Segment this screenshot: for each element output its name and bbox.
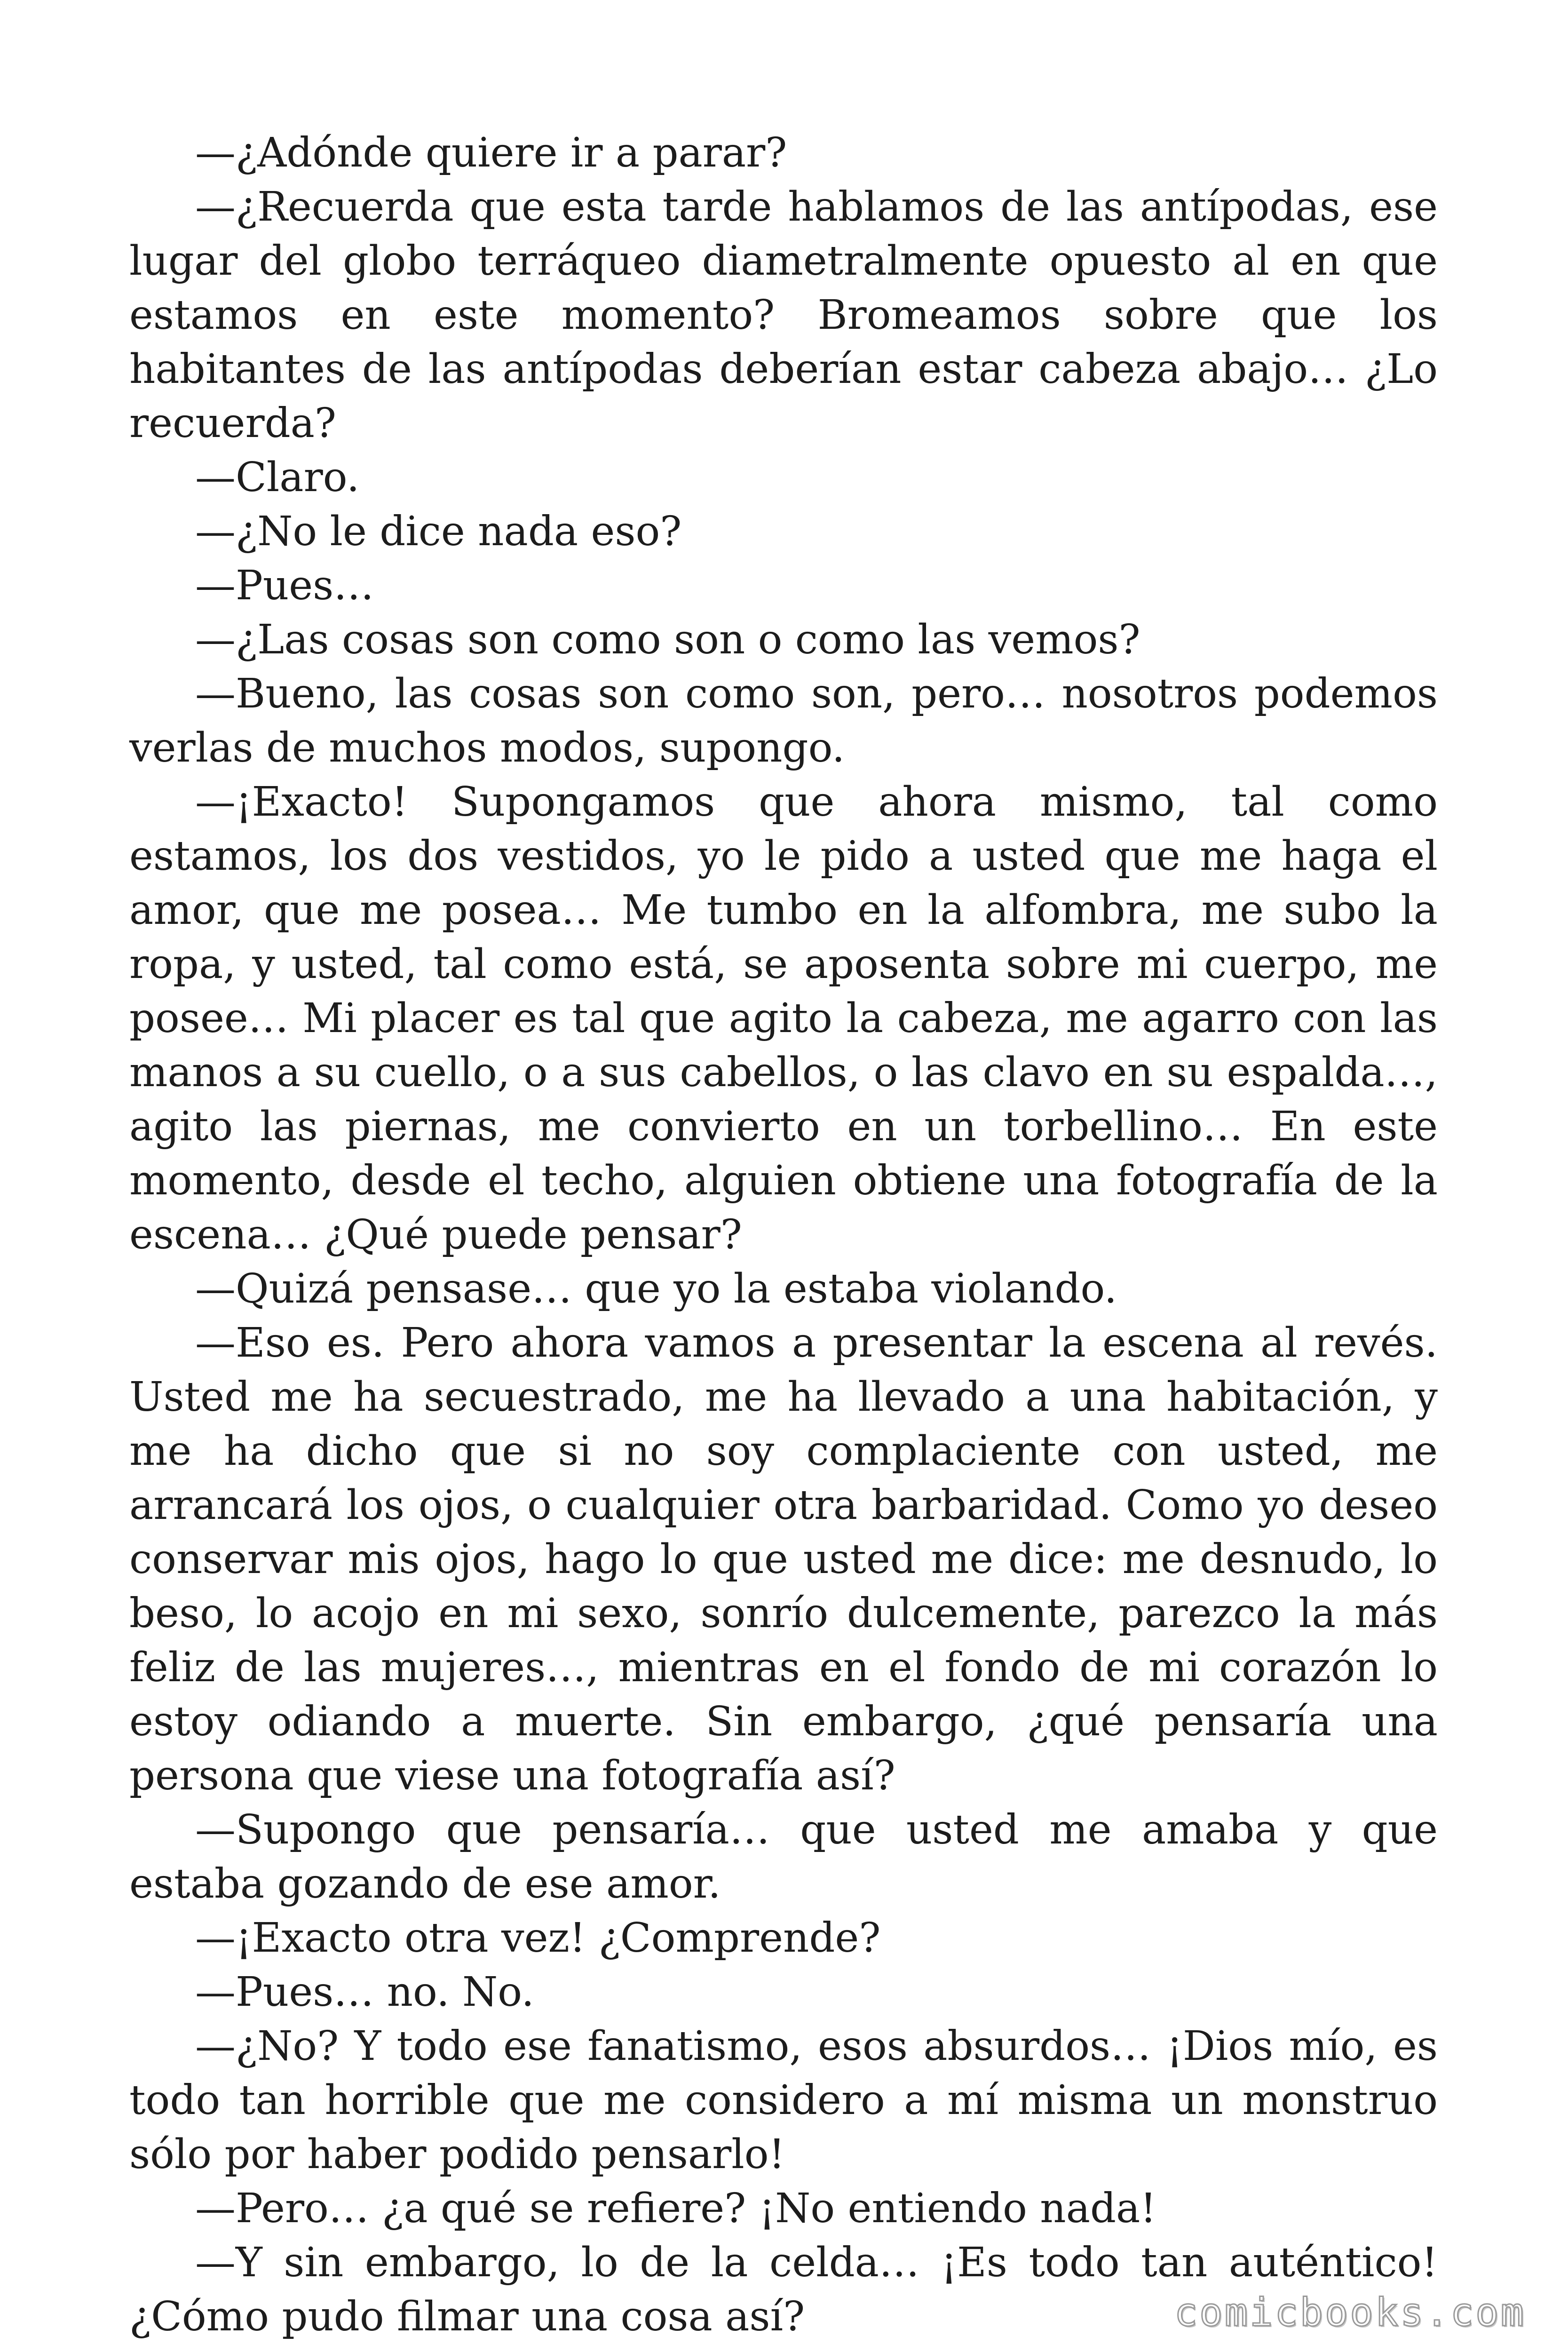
paragraph: —Quizá pensase… que yo la estaba violando. bbox=[195, 1265, 1117, 1312]
paragraph: —Claro. bbox=[195, 454, 360, 501]
paragraph: —¡Exacto! Supongamos que ahora mismo, tal como estamos, los dos vestidos, yo le pido a usted que me haga el amor, que me posea… Me tumbo en la alfombra, me subo la ropa, y usted, tal como está, se aposenta sobre mi cuerpo, me posee… Mi placer es tal que agito la cabeza, me agarro con las manos a su cuello, o a sus cabellos, o las clavo en su espalda…, agito las piernas, me convierto en un torbellino… En este momento, desde el techo, alguien obtiene una fotografía de la escena… ¿Qué puede pensar? bbox=[129, 779, 1438, 1258]
watermark: comicbooks.com bbox=[1174, 2290, 1526, 2335]
paragraph: —¿Adónde quiere ir a parar? bbox=[195, 129, 787, 176]
paragraph: —Pero… ¿a qué se refiere? ¡No entiendo nada! bbox=[195, 2185, 1156, 2232]
paragraph: —Supongo que pensaría… que usted me amaba y que estaba gozando de ese amor. bbox=[129, 1806, 1438, 1907]
page-text bbox=[129, 126, 1438, 2344]
paragraph: —Pues… no. No. bbox=[195, 1969, 534, 2016]
paragraph: —Y sin embargo, lo de la celda… ¡Es todo tan auténtico! ¿Cómo pudo filmar una cosa así? bbox=[129, 2239, 1438, 2340]
paragraph: —Pues… bbox=[195, 562, 374, 609]
paragraph: —Eso es. Pero ahora vamos a presentar la escena al revés. Usted me ha secuestrado, me ha llevado a una habitación, y me ha dicho que si no soy complaciente con usted, me arrancará los ojos, o cualquier otra barbaridad. Como yo deseo conservar mis ojos, hago lo que usted me dice: me desnudo, lo beso, lo acojo en mi sexo, sonrío dulcemente, parezco la más feliz de las mujeres…, mientras en el fondo de mi corazón lo estoy odiando a muerte. Sin embargo, ¿qué pensaría una persona que viese una fotografía así? bbox=[129, 1319, 1438, 1799]
paragraph: —¿No le dice nada eso? bbox=[195, 508, 682, 555]
paragraph: —¡Exacto otra vez! ¿Comprende? bbox=[195, 1915, 881, 1962]
paragraph: —¿No? Y todo ese fanatismo, esos absurdos… ¡Dios mío, es todo tan horrible que me considero a mí misma un monstruo sólo por haber podido pensarlo! bbox=[129, 2023, 1438, 2178]
paragraph: —¿Las cosas son como son o como las vemos? bbox=[195, 616, 1140, 663]
paragraph: —Bueno, las cosas son como son, pero… nosotros podemos verlas de muchos modos, supongo. bbox=[129, 670, 1438, 771]
paragraph: —¿Recuerda que esta tarde hablamos de las antípodas, ese lugar del globo terráqueo diametralmente opuesto al en que estamos en este momento? Bromeamos sobre que los habitantes de las antípodas deberían estar cabeza abajo… ¿Lo recuerda? bbox=[129, 183, 1438, 447]
